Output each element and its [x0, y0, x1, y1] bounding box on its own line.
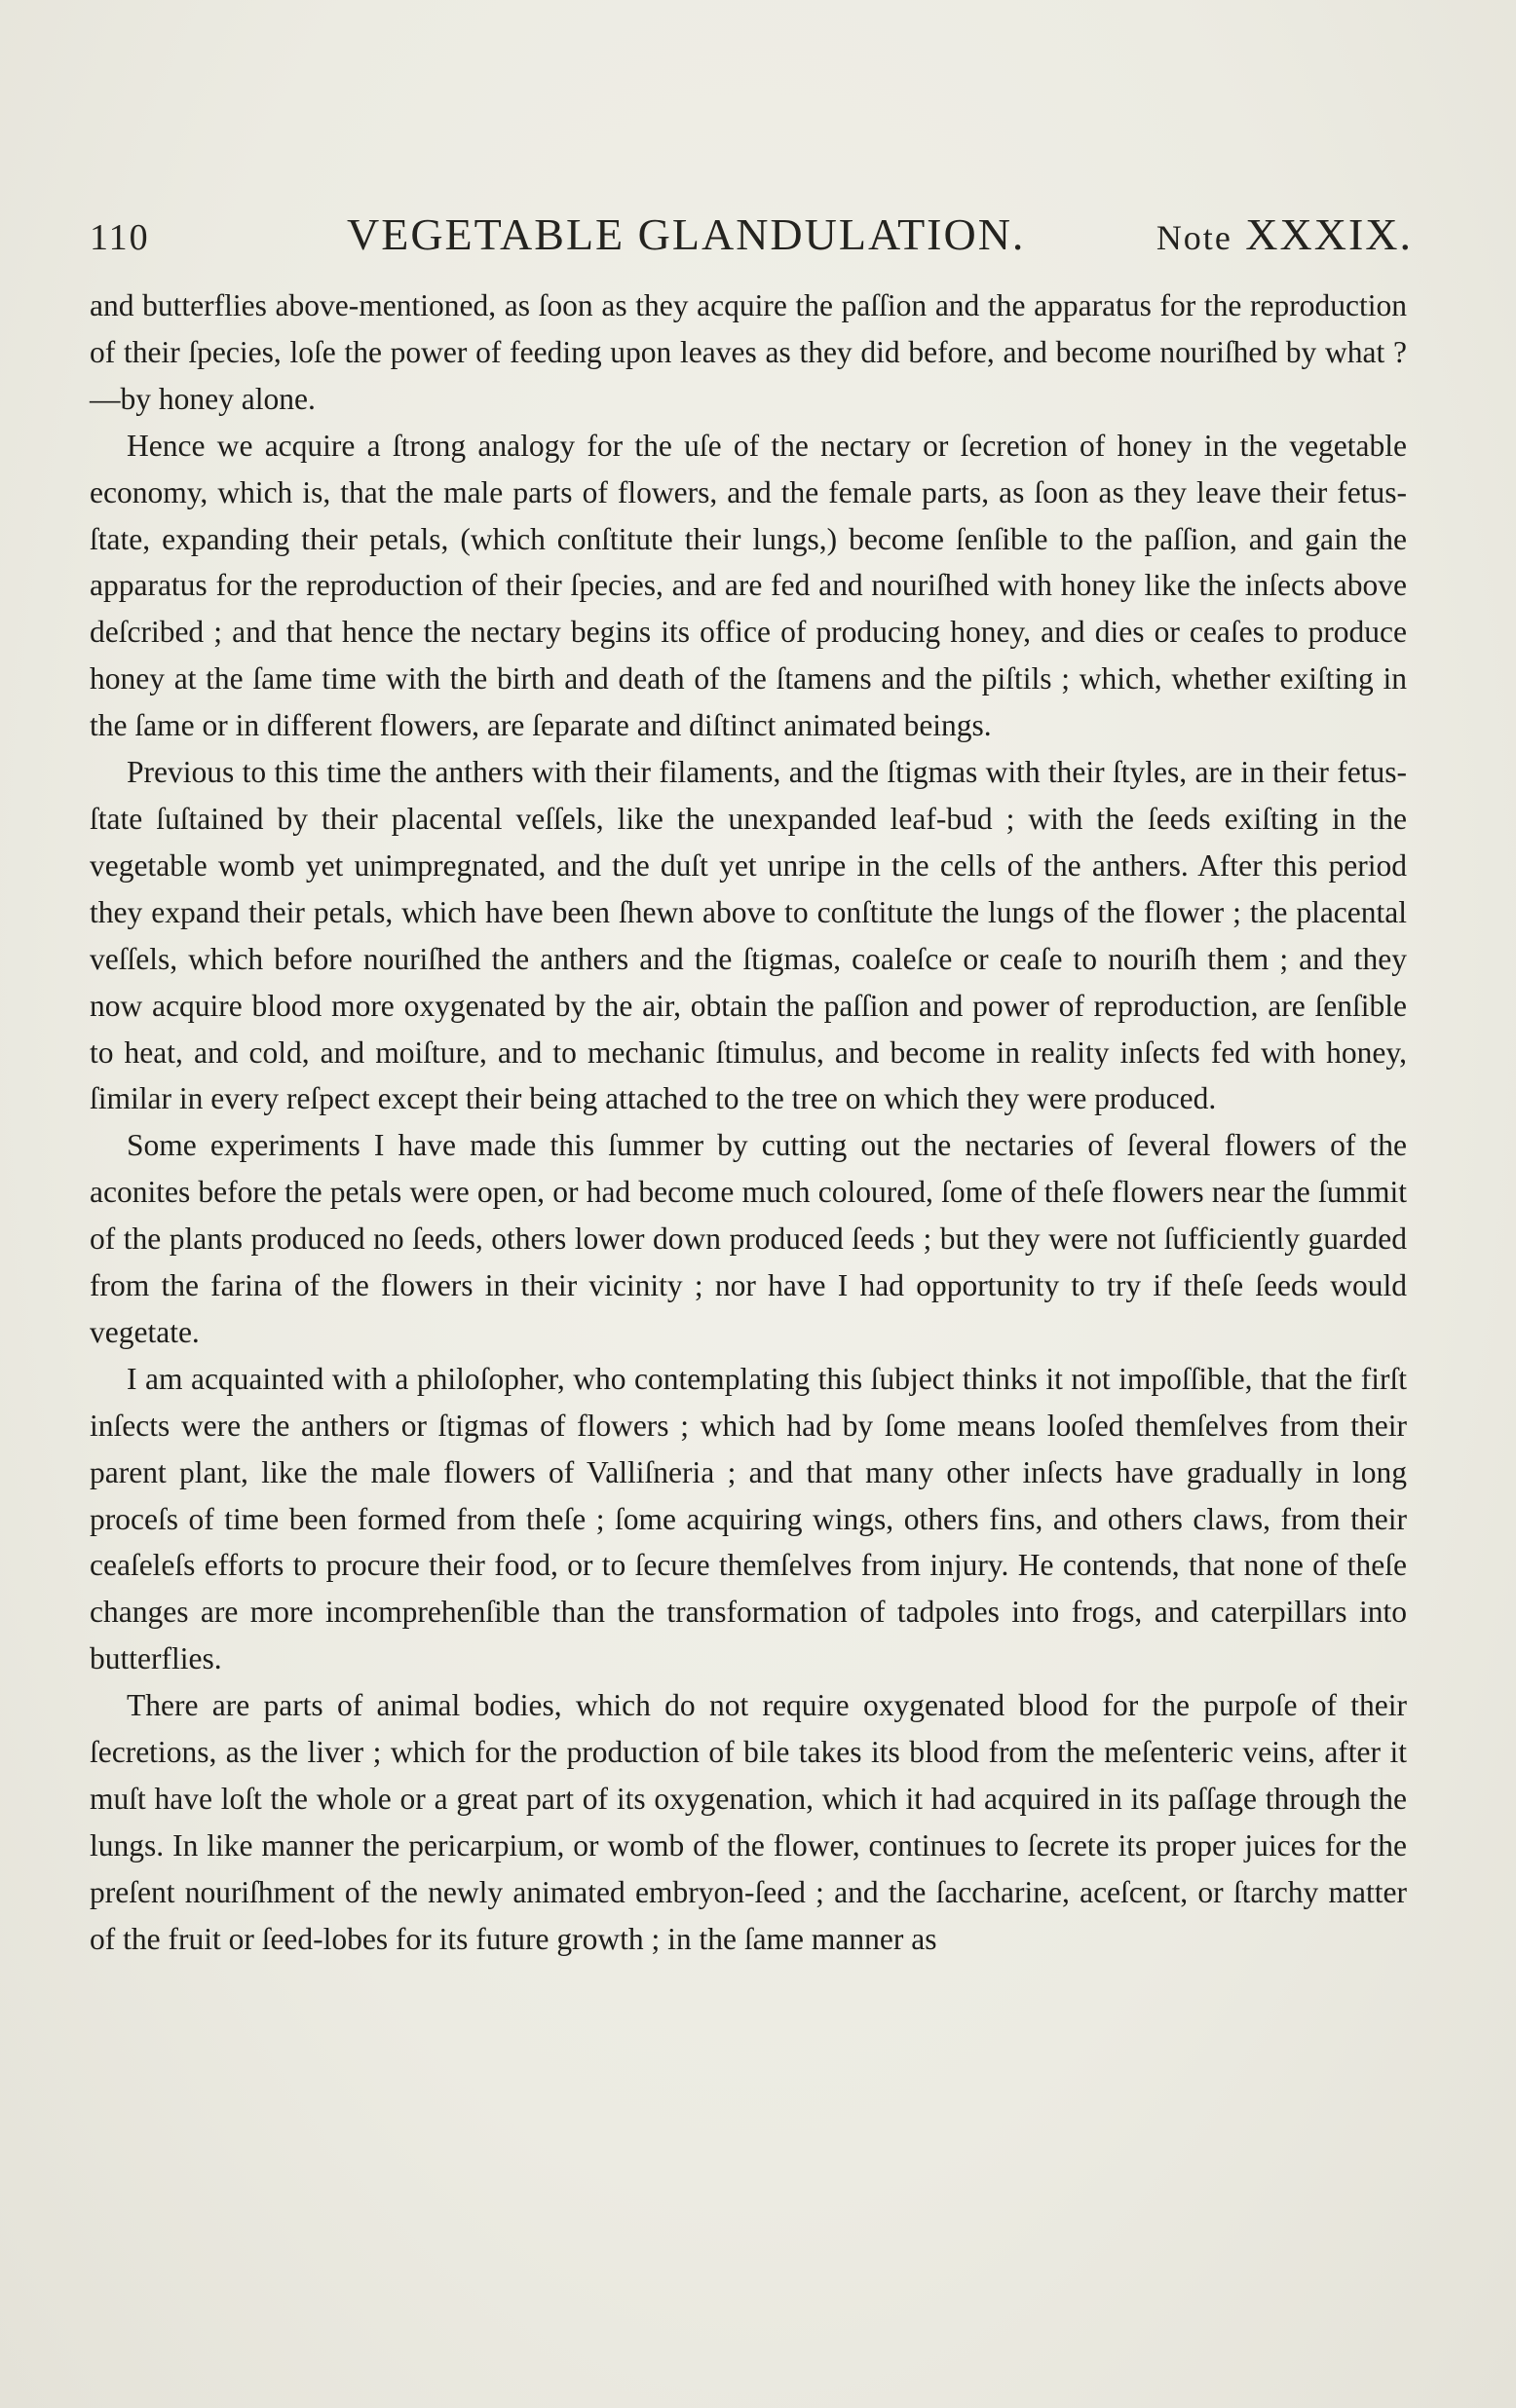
note-label — [1156, 208, 1413, 260]
chapter-title: VEGETABLE GLANDULATION. — [347, 209, 1026, 259]
running-header — [90, 203, 1413, 261]
paragraph: Previous to this time the anthers with their filaments, and the ſtigmas with their ſtyles, are in their fetus-ſtate ſuſtained by their placental veſſels, like the unexpanded leaf-bud ; with the ſeeds exiſting in the vegetable womb yet unimpregnated, and the duſt yet unripe in the cells of the anthers. After this period they expand their petals, which have been ſhewn above to conſtitute the lungs of the flower ; the placental veſſels, which before nouriſhed the anthers and the ſtigmas, coaleſce or ceaſe to nouriſh them ; and they now acquire blood more oxygenated by the air, obtain the paſſion and power of reproduction, are ſenſible to heat, and cold, and moiſture, and to mechanic ſtimulus, and become in reality inſects fed with honey, ſimilar in every reſpect except their being attached to the tree on which they were produced. — [90, 755, 1407, 1116]
note-prefix: Note — [1156, 218, 1232, 257]
paragraph: There are parts of animal bodies, which do not require oxygenated blood for the purpoſe of their ſecretions, as the liver ; which for the production of bile takes its blood from the meſenteric veins, after it muſt have loſt the whole or a great part of its oxygenation, which it had acquired in its paſſage through the lungs. In like manner the pericarpium, or womb of the flower, continues to ſecrete its proper juices for the preſent nouriſhment of the newly animated embryon-ſeed ; and the ſaccharine, aceſcent, or ſtarchy matter of the fruit or ſeed-lobes for its future growth ; in the ſame manner as — [90, 1688, 1407, 1956]
paragraph: Hence we acquire a ſtrong analogy for the uſe of the nectary or ſecretion of honey in the vegetable economy, which is, that the male parts of flowers, and the female parts, as ſoon as they leave their fetus-ſtate, expanding their petals, (which conſtitute their lungs,) become ſenſible to the paſſion, and gain the apparatus for the reproduction of their ſpecies, and are fed and nouriſhed with honey like the inſects above deſcribed ; and that hence the nectary begins its office of producing honey, and dies or ceaſes to produce honey at the ſame time with the birth and death of the ſtamens and the piſtils ; which, whether exiſting in the ſame or in different flowers, are ſeparate and diſtinct animated beings. — [90, 428, 1407, 743]
paragraph: I am acquainted with a philoſopher, who contemplating this ſubject thinks it not impoſſible, that the firſt inſects were the anthers or ſtigmas of flowers ; which had by ſome means looſed themſelves from their parent plant, like the male flowers of Valliſneria ; and that many other inſects have gradually in long proceſs of time been formed from theſe ; ſome acquiring wings, others fins, and others claws, from their ceaſeleſs efforts to procure their food, or to ſecure themſelves from injury. He contends, that none of theſe changes are more incomprehenſible than the transformation of tadpoles into frogs, and caterpillars into butterflies. — [90, 1361, 1407, 1676]
paragraph-continued: and butterflies above-mentioned, as ſoon as they acquire the paſſion and the apparatus for the reproduction of their ſpecies, loſe the power of feeding upon leaves as they did before, and become nouriſhed by what ?—by honey alone. — [90, 288, 1407, 416]
paragraph: Some experiments I have made this ſummer by cutting out the nectaries of ſeveral flowers of the aconites before the petals were open, or had become much coloured, ſome of theſe flowers near the ſummit of the plants produced no ſeeds, others lower down produced ſeeds ; but they were not ſufficiently guarded from the farina of the flowers in their vicinity ; nor have I had opportunity to try if theſe ſeeds would vegetate. — [90, 1128, 1407, 1349]
note-number: XXXIX. — [1245, 209, 1413, 259]
body-text — [90, 282, 1407, 1963]
page-number: 110 — [90, 217, 150, 258]
